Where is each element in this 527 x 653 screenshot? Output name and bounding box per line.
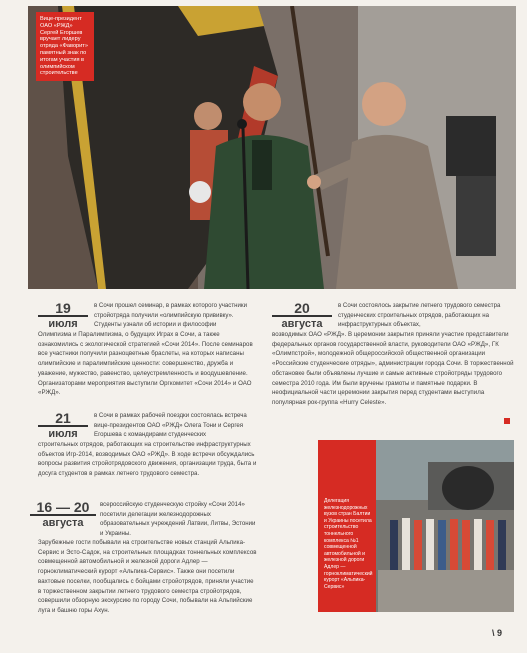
entry-aug-16-20-lead: всероссийскую студенческую стройку «Сочи 2014» посетили делегации железнодорожных образовательных учреждений Латвии, Литвы, Эстонии и Украины. — [100, 501, 256, 538]
entry-aug-20-body: возводимых ОАО «РЖД». В церемонии закрытия приняли участие представители федеральных органов государственной власти, руководители ОАО «РЖД», ГК «Олимпстрой», молодежной общероссийской общественной организации «Российские студенческие отряды», администрации города Сочи. В торжественной обстановке были объявлены лучшие и самые активные стройотряды трудового семестра 2010 года. Им были вручены грамоты и памятные подарки. В неофициальной части церемонии закрытия перед студентами выступила популярная рок-группа «Hurry Celeste». — [272, 331, 514, 406]
top-photo — [28, 6, 516, 289]
entry-jul-21-body: строительных отрядов, работающих на строительстве инфраструктурных объектов Игр-2014, возводимых ОАО «РЖД». В ходе встречи обсуждались вопросы развития стройотрядовского движения, организации труда, быта и досуга студентов в рамках летнего трудового семестра. — [38, 441, 257, 478]
date-day: 16 — 20 — [36, 499, 90, 515]
bottom-photo — [318, 440, 514, 612]
date-day: 20 — [294, 300, 310, 316]
date-month: июля — [38, 425, 88, 440]
end-of-article-mark — [504, 418, 510, 424]
entry-aug-16-20-body: Зарубежные гости побывали на строительстве новых станций Альпика-Сервис и Эсто-Садок, на строительных площадках тоннельных комплексов совмещенной автомобильной и железной дороги Адлер — горноклиматический курорт «Альпика-Сервис». Также они посетили вахтовые поселки, пообщались с бойцами стройотрядов, приняли участие в торжественном закрытии летнего трудового семестра стройотрядов, совершили обзорную экскурсию по городу Сочи, побывали на Альпийские луга и башню горы Ахун. — [38, 539, 257, 614]
entry-jul-19-lead: в Сочи прошел семинар, в рамках которого участники стройотряда получили «олимпийскую прививку». Студенты узнали об истории и философии — [94, 302, 247, 329]
top-photo-caption: Вице-президент ОАО «РЖД» Сергей Егоршев вручает лидеру отряда «Фаворит» памятный знак по итогам участия в олимпийском строительстве — [36, 12, 94, 81]
date-heading-jul-21 — [38, 411, 88, 440]
date-heading-aug-16-20 — [30, 500, 96, 529]
date-heading-jul-19 — [38, 301, 88, 330]
page-number: \ 9 — [492, 628, 503, 638]
date-day: 19 — [55, 300, 71, 316]
entry-aug-20-lead: в Сочи состоялось закрытие летнего трудового семестра студенческих строительных отрядов, работающих на инфраструктурных объектах, — [338, 302, 501, 329]
entry-jul-19-body: Олимпизма и Паралимпизма, о будущих Играх в Сочи, а также ознакомились с экологической стратегией «Сочи 2014». После семинаров все участники получили разноцветные браслеты, на которых написаны олимпийские и паралимпийские ценности: совершенство, дружба и уважение, мужество, равенство, целеустремленность и воодушевление. Организаторами мероприятия выступили Оргкомитет «Сочи 2014» и ОАО «РЖД». — [38, 331, 253, 397]
date-heading-aug-20 — [272, 301, 332, 330]
entry-jul-21-lead: в Сочи в рамках рабочей поездки состоялась встреча вице-президентов ОАО «РЖД» Олега Тони и Сергея Егоршева с командирами студенческих — [94, 412, 247, 439]
bottom-photo-caption: Делегация железнодорожных вузов стран Балтии и Украины посетила строительство тоннельного комплекса №1 совмещенной автомобильной и железной дороги Адлер — горноклиматический курорт «Альпика-Сервис» — [318, 440, 376, 612]
ceremony-illustration — [28, 6, 516, 289]
date-month: июля — [38, 315, 88, 330]
date-month: августа — [272, 315, 332, 330]
date-month: августа — [30, 514, 96, 529]
date-day: 21 — [55, 410, 71, 426]
